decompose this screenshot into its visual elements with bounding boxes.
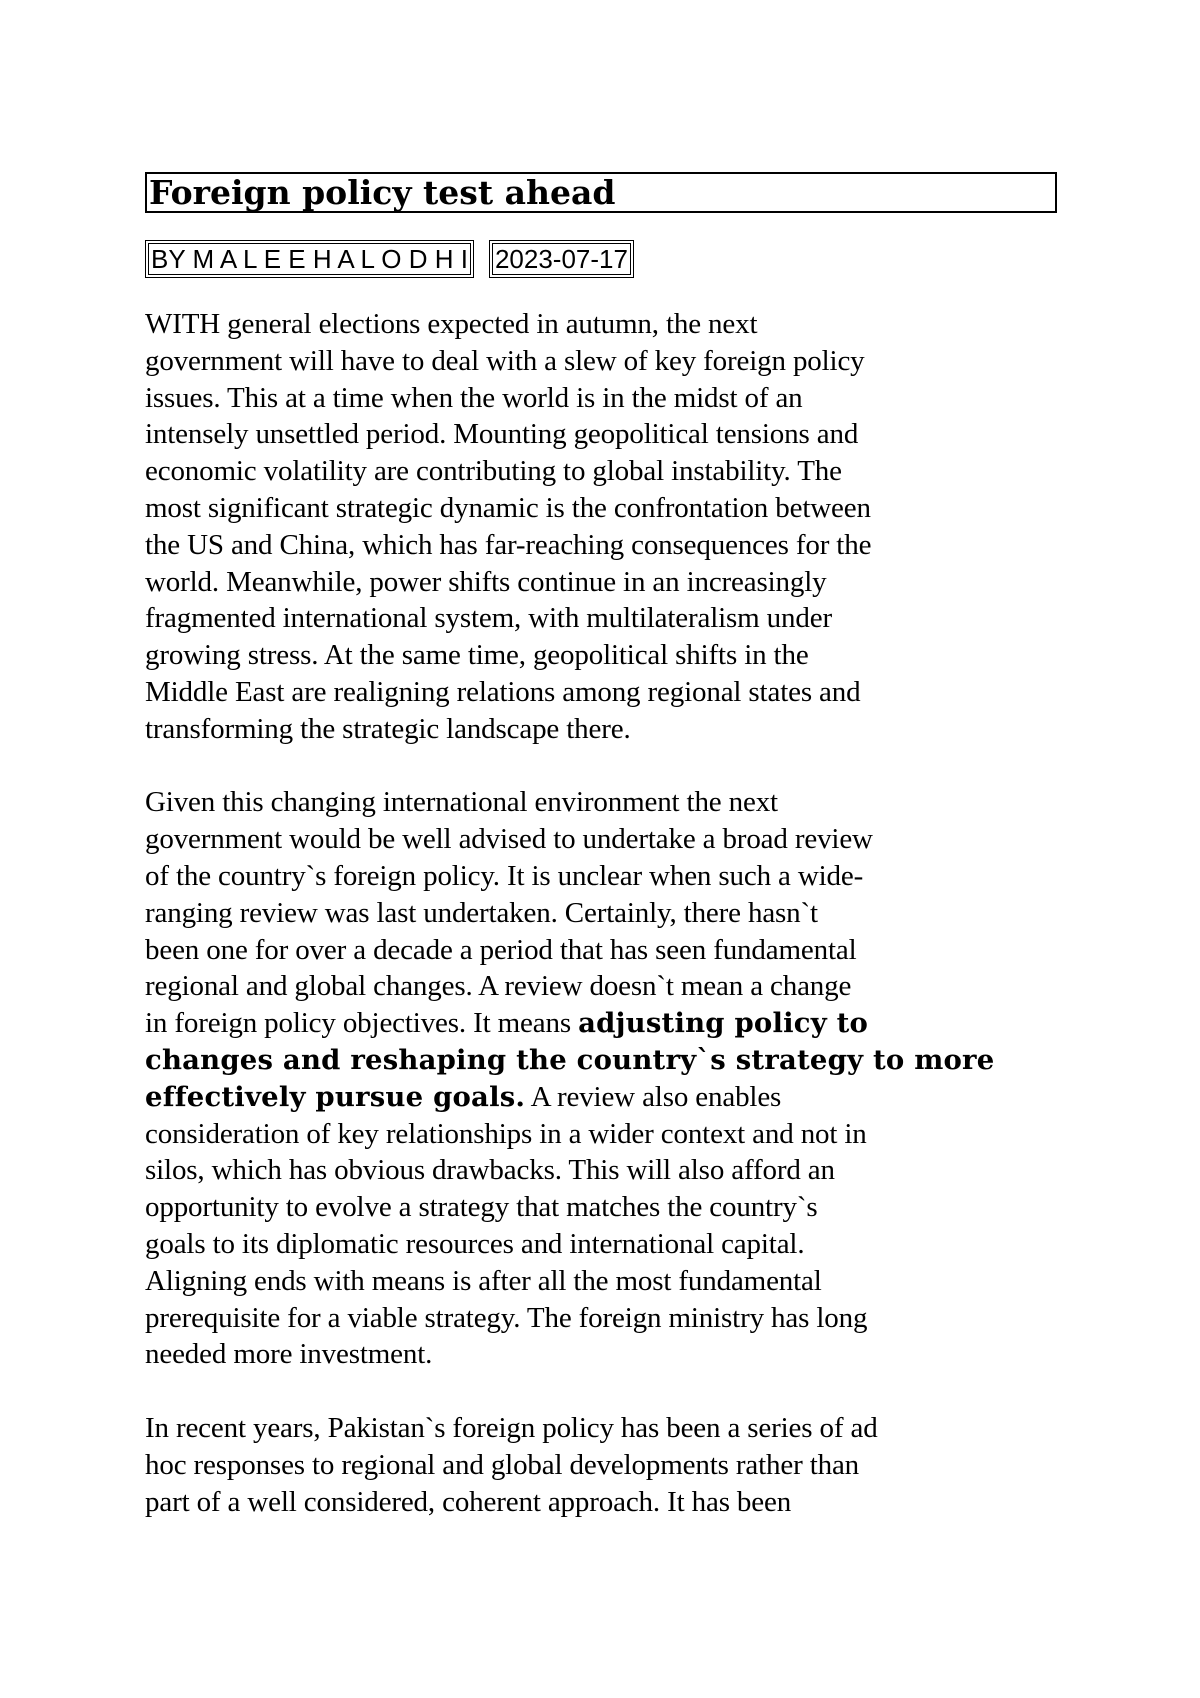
byline [145,240,1057,278]
article-page [145,172,1057,1557]
text-line: WITH general elections expected in autumn, the next [145,308,758,340]
paragraph-2 [145,784,1057,1373]
text-line: hoc responses to regional and global developments rather than [145,1448,860,1481]
text-line: economic volatility are contributing to global instability. The [145,455,842,488]
text-line: ranging review was last undertaken. Certainly, there hasn`t [145,896,818,929]
text-line: the US and China, which has far-reaching consequences for the [145,528,872,561]
text-line: of the country`s foreign policy. It is unclear when such a wide- [145,859,864,892]
author-name: BY M A L E E H A L O D H I [148,243,471,275]
text-line: government would be well advised to undertake a broad review [145,823,873,856]
text-bold: effectively pursue goals. [145,1080,526,1113]
text-line-mixed [145,1005,1057,1042]
text-bold: adjusting policy to [578,1007,869,1040]
text-line: In recent years, Pakistan`s foreign policy has been a series of ad [145,1411,878,1444]
text-line: Aligning ends with means is after all the most fundamental [145,1264,822,1297]
text-line: been one for over a decade a period that has seen fundamental [145,933,857,966]
text-line: part of a well considered, coherent approach. It has been [145,1485,792,1518]
text-line: goals to its diplomatic resources and international capital. [145,1227,805,1260]
text-line: growing stress. At the same time, geopolitical shifts in the [145,639,809,672]
text-line: intensely unsettled period. Mounting geopolitical tensions and [145,418,859,451]
text-line-bold: changes and reshaping the country`s strategy to more [145,1043,995,1076]
text-normal: A review also enables [525,1080,782,1113]
text-line-mixed [145,1079,1057,1116]
text-line: silos, which has obvious drawbacks. This will also afford an [145,1154,835,1187]
paragraph-1 [145,306,1057,748]
text-line: government will have to deal with a slew of key foreign policy [145,344,865,377]
text-line: Given this changing international environment the next [145,786,778,819]
text-line: regional and global changes. A review doesn`t mean a change [145,970,852,1003]
paragraph-3 [145,1410,1057,1520]
text-line: needed more investment. [145,1338,433,1371]
text-line: world. Meanwhile, power shifts continue in an increasingly [145,565,827,598]
publish-date: 2023-07-17 [492,243,631,275]
text-line: fragmented international system, with multilateralism under [145,602,832,635]
text-line: prerequisite for a viable strategy. The foreign ministry has long [145,1301,868,1334]
article-body [145,306,1057,1520]
text-line: transforming the strategic landscape there. [145,712,631,745]
text-normal: in foreign policy objectives. It means [145,1007,579,1040]
text-line: most significant strategic dynamic is the confrontation between [145,491,871,524]
article-title: Foreign policy test ahead [145,172,1057,213]
text-line: consideration of key relationships in a wider context and not in [145,1117,867,1150]
text-line: issues. This at a time when the world is in the midst of an [145,381,803,414]
text-line: opportunity to evolve a strategy that matches the country`s [145,1191,818,1224]
text-line: Middle East are realigning relations among regional states and [145,675,861,708]
